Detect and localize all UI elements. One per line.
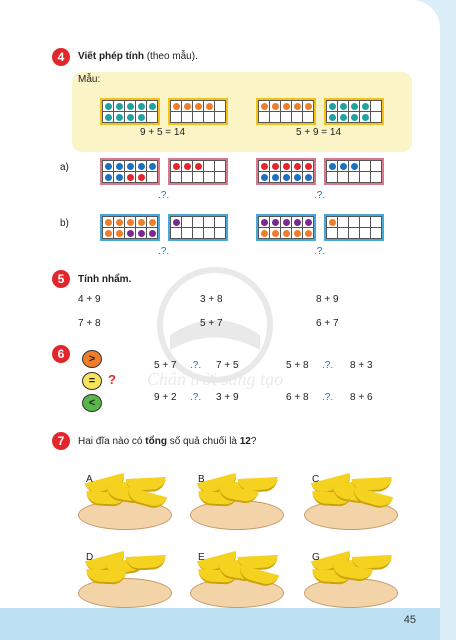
answer-a2[interactable]: .?. bbox=[314, 190, 326, 201]
ten-frame-cell bbox=[171, 228, 181, 238]
counter-dot bbox=[127, 103, 134, 110]
counter-dot bbox=[283, 103, 290, 110]
ten-frame-cell bbox=[125, 101, 135, 111]
ten-frame-cell bbox=[360, 101, 370, 111]
ten-frame-cell bbox=[147, 112, 157, 122]
ten-frame-cell bbox=[182, 101, 192, 111]
counter-dot bbox=[329, 103, 336, 110]
ten-frame-cell bbox=[193, 112, 203, 122]
counter-dot bbox=[272, 103, 279, 110]
counter-dot bbox=[195, 103, 202, 110]
compare-left: 9 + 2 bbox=[154, 392, 177, 403]
exercise-4-number: 4 bbox=[52, 48, 70, 66]
ten-frame-cell bbox=[125, 228, 135, 238]
plate-label: E bbox=[198, 552, 205, 563]
ten-frame-cell bbox=[259, 172, 269, 182]
ten-frame-cell bbox=[171, 112, 181, 122]
exercise-7-number: 7 bbox=[52, 432, 70, 450]
counter-dot bbox=[294, 219, 301, 226]
ten-frame bbox=[168, 158, 228, 185]
ten-frame-cell bbox=[349, 217, 359, 227]
counter-dot bbox=[105, 174, 112, 181]
counter-dot bbox=[272, 219, 279, 226]
ten-frame-cell bbox=[349, 161, 359, 171]
answer-a1[interactable]: .?. bbox=[158, 190, 170, 201]
banana-plate[interactable] bbox=[190, 500, 284, 530]
plate-label: G bbox=[312, 552, 320, 563]
ten-frame bbox=[100, 158, 160, 185]
counter-dot bbox=[340, 103, 347, 110]
ten-frame-cell bbox=[114, 217, 124, 227]
ten-frame-cell bbox=[270, 217, 280, 227]
ten-frame-cell bbox=[193, 228, 203, 238]
row-a-label: a) bbox=[60, 162, 69, 173]
counter-dot bbox=[305, 163, 312, 170]
ten-frame-cell bbox=[292, 112, 302, 122]
ten-frame-cell bbox=[270, 101, 280, 111]
calc-item: 6 + 7 bbox=[316, 318, 339, 329]
ten-frame-cell bbox=[303, 228, 313, 238]
ten-frame-cell bbox=[103, 172, 113, 182]
ten-frame bbox=[324, 214, 384, 241]
ten-frame-cell bbox=[303, 112, 313, 122]
plate-label: C bbox=[312, 474, 320, 485]
ten-frame-cell bbox=[327, 161, 337, 171]
counter-dot bbox=[127, 114, 134, 121]
ten-frame-cell bbox=[270, 228, 280, 238]
counter-dot bbox=[294, 174, 301, 181]
counter-dot bbox=[149, 219, 156, 226]
ten-frame-cell bbox=[270, 161, 280, 171]
ten-frame-cell bbox=[103, 228, 113, 238]
ten-frame bbox=[168, 98, 228, 125]
ten-frame-cell bbox=[303, 101, 313, 111]
counter-dot bbox=[351, 114, 358, 121]
compare-right: 8 + 3 bbox=[350, 360, 373, 371]
row-b-label: b) bbox=[60, 218, 69, 229]
counter-dot bbox=[105, 103, 112, 110]
ten-frame-cell bbox=[182, 172, 192, 182]
ten-frame-cell bbox=[349, 228, 359, 238]
ten-frame-cell bbox=[204, 217, 214, 227]
ten-frame-cell bbox=[125, 161, 135, 171]
ten-frame-cell bbox=[303, 217, 313, 227]
counter-dot bbox=[272, 174, 279, 181]
question-mark: ? bbox=[108, 372, 116, 387]
counter-dot bbox=[329, 114, 336, 121]
calc-item: 5 + 7 bbox=[200, 318, 223, 329]
ten-frame-cell bbox=[103, 112, 113, 122]
ten-frame-cell bbox=[171, 101, 181, 111]
counter-dot bbox=[340, 114, 347, 121]
plate-label: A bbox=[86, 474, 93, 485]
ten-frame-cell bbox=[147, 228, 157, 238]
counter-dot bbox=[184, 163, 191, 170]
ten-frame-cell bbox=[259, 101, 269, 111]
counter-dot bbox=[305, 230, 312, 237]
ten-frame-cell bbox=[215, 161, 225, 171]
ten-frame-cell bbox=[147, 217, 157, 227]
ten-frame-cell bbox=[360, 112, 370, 122]
ten-frame-cell bbox=[215, 228, 225, 238]
ten-frame-cell bbox=[215, 101, 225, 111]
counter-dot bbox=[127, 163, 134, 170]
ten-frame-cell bbox=[182, 112, 192, 122]
ten-frame bbox=[256, 214, 316, 241]
ten-frame-cell bbox=[136, 161, 146, 171]
ten-frame-cell bbox=[281, 172, 291, 182]
counter-dot bbox=[127, 230, 134, 237]
ten-frame-cell bbox=[147, 172, 157, 182]
less-than-symbol: < bbox=[82, 394, 102, 412]
ten-frame-cell bbox=[125, 172, 135, 182]
svg-text:Chân trời sáng tạo: Chân trời sáng tạo bbox=[146, 369, 284, 389]
ten-frame-cell bbox=[281, 112, 291, 122]
counter-dot bbox=[305, 174, 312, 181]
counter-dot bbox=[138, 114, 145, 121]
ten-frame-cell bbox=[259, 217, 269, 227]
calc-item: 4 + 9 bbox=[78, 294, 101, 305]
ten-frame-cell bbox=[147, 161, 157, 171]
ten-frame-cell bbox=[281, 228, 291, 238]
ten-frame-cell bbox=[338, 161, 348, 171]
exercise-4-title: Viết phép tính (theo mẫu). bbox=[78, 51, 198, 62]
counter-dot bbox=[351, 163, 358, 170]
exercise-5-title: Tính nhẩm. bbox=[78, 274, 132, 285]
ten-frame-cell bbox=[114, 112, 124, 122]
counter-dot bbox=[195, 163, 202, 170]
ten-frame-cell bbox=[259, 161, 269, 171]
compare-left: 5 + 7 bbox=[154, 360, 177, 371]
compare-answer[interactable]: .?. bbox=[322, 392, 334, 403]
counter-dot bbox=[116, 219, 123, 226]
ten-frame-cell bbox=[292, 172, 302, 182]
ten-frame bbox=[324, 98, 384, 125]
exercise-5-number: 5 bbox=[52, 270, 70, 288]
ten-frame-cell bbox=[103, 101, 113, 111]
ten-frame-cell bbox=[360, 161, 370, 171]
ten-frame-cell bbox=[371, 101, 381, 111]
ten-frame-cell bbox=[103, 217, 113, 227]
ten-frame-cell bbox=[182, 217, 192, 227]
counter-dot bbox=[149, 103, 156, 110]
ten-frame-cell bbox=[193, 217, 203, 227]
exercise-6-number: 6 bbox=[52, 345, 70, 363]
ten-frame-cell bbox=[371, 112, 381, 122]
ten-frame-cell bbox=[270, 172, 280, 182]
counter-dot bbox=[138, 174, 145, 181]
ten-frame-cell bbox=[292, 161, 302, 171]
counter-dot bbox=[138, 163, 145, 170]
counter-dot bbox=[127, 219, 134, 226]
ten-frame-cell bbox=[259, 112, 269, 122]
sample-equation-1: 9 + 5 = 14 bbox=[140, 127, 186, 138]
compare-answer[interactable]: .?. bbox=[322, 360, 334, 371]
counter-dot bbox=[138, 230, 145, 237]
ten-frame-cell bbox=[182, 161, 192, 171]
banana-plate[interactable] bbox=[304, 578, 398, 608]
counter-dot bbox=[116, 230, 123, 237]
counter-dot bbox=[362, 103, 369, 110]
ten-frame bbox=[100, 98, 160, 125]
ten-frame-cell bbox=[360, 172, 370, 182]
compare-right: 7 + 5 bbox=[216, 360, 239, 371]
counter-dot bbox=[116, 114, 123, 121]
ten-frame-cell bbox=[103, 161, 113, 171]
ten-frame-cell bbox=[303, 172, 313, 182]
bottom-strip bbox=[0, 608, 440, 640]
ten-frame-cell bbox=[338, 217, 348, 227]
counter-dot bbox=[116, 174, 123, 181]
ten-frame-cell bbox=[147, 101, 157, 111]
equals-symbol: = bbox=[82, 372, 102, 390]
ten-frame-cell bbox=[371, 228, 381, 238]
counter-dot bbox=[105, 114, 112, 121]
counter-dot bbox=[329, 219, 336, 226]
ten-frame-cell bbox=[292, 101, 302, 111]
counter-dot bbox=[294, 230, 301, 237]
counter-dot bbox=[261, 174, 268, 181]
ten-frame-cell bbox=[349, 172, 359, 182]
ten-frame-cell bbox=[371, 172, 381, 182]
counter-dot bbox=[127, 174, 134, 181]
counter-dot bbox=[105, 230, 112, 237]
ten-frame-cell bbox=[281, 217, 291, 227]
answer-b2[interactable]: .?. bbox=[314, 246, 326, 257]
ten-frame-cell bbox=[327, 228, 337, 238]
counter-dot bbox=[116, 163, 123, 170]
ten-frame-cell bbox=[338, 228, 348, 238]
ten-frame-cell bbox=[114, 101, 124, 111]
plate-label: D bbox=[86, 552, 94, 563]
ten-frame-cell bbox=[215, 112, 225, 122]
ten-frame bbox=[168, 214, 228, 241]
compare-left: 5 + 8 bbox=[286, 360, 309, 371]
ten-frame-cell bbox=[204, 172, 214, 182]
ten-frame-cell bbox=[114, 161, 124, 171]
compare-right: 3 + 9 bbox=[216, 392, 239, 403]
ten-frame-cell bbox=[338, 172, 348, 182]
counter-dot bbox=[149, 230, 156, 237]
compare-right: 8 + 6 bbox=[350, 392, 373, 403]
ten-frame-cell bbox=[327, 217, 337, 227]
counter-dot bbox=[173, 163, 180, 170]
ten-frame-cell bbox=[136, 228, 146, 238]
ten-frame-cell bbox=[292, 228, 302, 238]
ten-frame-cell bbox=[204, 101, 214, 111]
ten-frame-cell bbox=[193, 101, 203, 111]
ten-frame-cell bbox=[204, 112, 214, 122]
ten-frame-cell bbox=[193, 172, 203, 182]
ten-frame-cell bbox=[171, 172, 181, 182]
calc-item: 3 + 8 bbox=[200, 294, 223, 305]
page-number: 45 bbox=[403, 614, 416, 626]
counter-dot bbox=[272, 163, 279, 170]
counter-dot bbox=[283, 163, 290, 170]
ten-frame-cell bbox=[360, 217, 370, 227]
ten-frame-cell bbox=[193, 161, 203, 171]
ten-frame-cell bbox=[182, 228, 192, 238]
counter-dot bbox=[272, 230, 279, 237]
banana-plate[interactable] bbox=[78, 578, 172, 608]
compare-left: 6 + 8 bbox=[286, 392, 309, 403]
counter-dot bbox=[351, 103, 358, 110]
sample-equation-2: 5 + 9 = 14 bbox=[296, 127, 342, 138]
ten-frame-cell bbox=[349, 112, 359, 122]
counter-dot bbox=[105, 219, 112, 226]
ten-frame-cell bbox=[259, 228, 269, 238]
ten-frame-cell bbox=[204, 228, 214, 238]
counter-dot bbox=[138, 103, 145, 110]
ten-frame bbox=[100, 214, 160, 241]
ten-frame bbox=[256, 158, 316, 185]
ten-frame-cell bbox=[281, 101, 291, 111]
ten-frame-cell bbox=[360, 228, 370, 238]
ten-frame-cell bbox=[327, 172, 337, 182]
ten-frame-cell bbox=[327, 101, 337, 111]
ten-frame-cell bbox=[349, 101, 359, 111]
ten-frame-cell bbox=[204, 161, 214, 171]
counter-dot bbox=[261, 230, 268, 237]
counter-dot bbox=[329, 163, 336, 170]
counter-dot bbox=[206, 103, 213, 110]
exercise-7-question: Hai đĩa nào có tổng số quả chuối là 12? bbox=[78, 436, 257, 447]
ten-frame-cell bbox=[270, 112, 280, 122]
ten-frame-cell bbox=[171, 217, 181, 227]
answer-b1[interactable]: .?. bbox=[158, 246, 170, 257]
counter-dot bbox=[305, 219, 312, 226]
ten-frame-cell bbox=[338, 112, 348, 122]
counter-dot bbox=[173, 103, 180, 110]
ten-frame-cell bbox=[281, 161, 291, 171]
ten-frame-cell bbox=[215, 172, 225, 182]
counter-dot bbox=[294, 103, 301, 110]
counter-dot bbox=[261, 163, 268, 170]
counter-dot bbox=[184, 103, 191, 110]
greater-than-symbol: > bbox=[82, 350, 102, 368]
sample-label: Mẫu: bbox=[78, 74, 101, 85]
ten-frame-cell bbox=[114, 172, 124, 182]
ten-frame-cell bbox=[371, 217, 381, 227]
compare-answer[interactable]: .?. bbox=[190, 392, 202, 403]
counter-dot bbox=[261, 219, 268, 226]
ten-frame-cell bbox=[292, 217, 302, 227]
ten-frame-cell bbox=[338, 101, 348, 111]
counter-dot bbox=[261, 103, 268, 110]
counter-dot bbox=[283, 174, 290, 181]
ten-frame bbox=[324, 158, 384, 185]
calc-item: 8 + 9 bbox=[316, 294, 339, 305]
ten-frame-cell bbox=[215, 217, 225, 227]
ten-frame-cell bbox=[136, 101, 146, 111]
counter-dot bbox=[294, 163, 301, 170]
plate-label: B bbox=[198, 474, 205, 485]
counter-dot bbox=[362, 114, 369, 121]
ten-frame-cell bbox=[125, 217, 135, 227]
counter-dot bbox=[283, 230, 290, 237]
ten-frame-cell bbox=[171, 161, 181, 171]
ten-frame-cell bbox=[327, 112, 337, 122]
ten-frame-cell bbox=[125, 112, 135, 122]
calc-item: 7 + 8 bbox=[78, 318, 101, 329]
counter-dot bbox=[340, 163, 347, 170]
ten-frame-cell bbox=[114, 228, 124, 238]
ten-frame-cell bbox=[303, 161, 313, 171]
counter-dot bbox=[305, 103, 312, 110]
counter-dot bbox=[283, 219, 290, 226]
ten-frame-cell bbox=[136, 172, 146, 182]
ten-frame bbox=[256, 98, 316, 125]
counter-dot bbox=[138, 219, 145, 226]
ten-frame-cell bbox=[136, 217, 146, 227]
counter-dot bbox=[173, 219, 180, 226]
counter-dot bbox=[116, 103, 123, 110]
compare-answer[interactable]: .?. bbox=[190, 360, 202, 371]
ten-frame-cell bbox=[136, 112, 146, 122]
counter-dot bbox=[149, 163, 156, 170]
counter-dot bbox=[105, 163, 112, 170]
ten-frame-cell bbox=[371, 161, 381, 171]
